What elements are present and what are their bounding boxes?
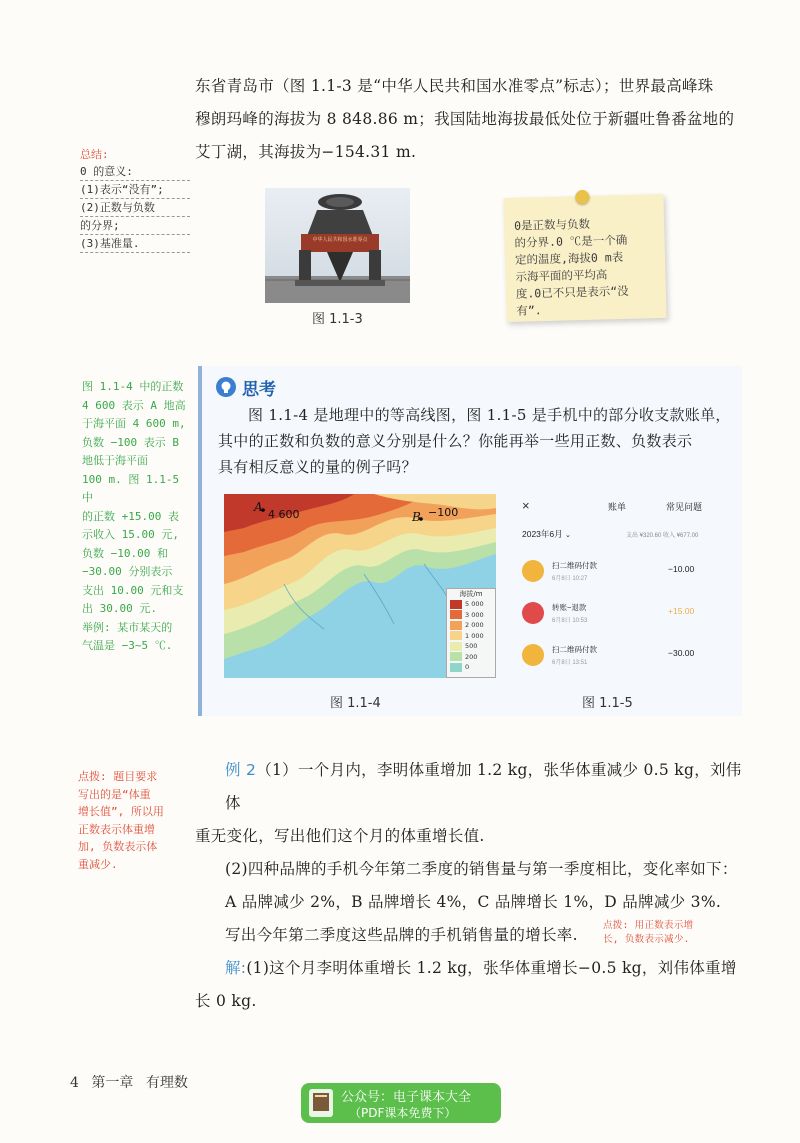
green-line: 地低于海平面 [82, 454, 148, 467]
page-number: 4 [70, 1075, 79, 1091]
summary-line: 0 的意义: [80, 163, 190, 181]
entry-name: 转账−退款 [552, 603, 587, 612]
pin-icon [575, 190, 589, 204]
red-line: 点拨: 题目要求 [78, 770, 158, 783]
example-line: A 品牌减少 2%，B 品牌增长 4%，C 品牌增长 1%，D 品牌减少 3%. [225, 893, 722, 911]
paragraph-line: 东省青岛市（图 1.1-3 是“中华人民共和国水准零点”标志）；世界最高峰珠 [195, 77, 714, 95]
payment-icon [522, 560, 544, 582]
think-line: 具有相反意义的量的例子吗？ [218, 458, 417, 476]
green-line: 100 m. 图 1.1-5 中 [82, 472, 180, 504]
entry-name: 扫二维码付款 [552, 645, 597, 654]
lightbulb-icon [216, 377, 236, 397]
summary-line: (2)正数与负数 [80, 199, 190, 217]
legend-value: 200 [465, 652, 478, 661]
paragraph-line: 穆朗玛峰的海拔为 8 848.86 m；我国陆地海拔最低处位于新疆吐鲁番盆地的 [195, 110, 735, 128]
example-text: 写出今年第二季度这些品牌的手机销售量的增长率. [225, 926, 578, 944]
chapter-label: 第一章 [91, 1075, 134, 1091]
green-line: 支出 10.00 元和支 [82, 583, 184, 597]
example-2 [195, 754, 755, 1018]
map-legend [446, 588, 496, 678]
chapter-title: 有理数 [145, 1075, 188, 1091]
entry-name: 扫二维码付款 [552, 561, 597, 570]
red-line: 写出的是“体重 [78, 787, 151, 801]
example-line: (2)四种品牌的手机今年第二季度的销售量与第一季度相比，变化率如下： [225, 860, 738, 878]
legend-row [447, 620, 495, 631]
fig-1-1-4-caption: 图 1.1-4 [330, 696, 381, 711]
faq-link[interactable]: 常见问题 [666, 502, 703, 512]
entry-time: 6月8日 13:51 [552, 660, 588, 666]
green-line: 举例: 某市某天的 [82, 620, 173, 634]
entry-time: 6月8日 10:27 [552, 576, 588, 582]
red-line: 增长值”, 所以用 [78, 805, 164, 818]
legend-swatch [450, 663, 462, 672]
example-text: （1）一个月内，李明体重增加 1.2 kg，张华体重减少 0.5 kg，刘伟体 [225, 761, 742, 812]
legend-row [447, 631, 495, 642]
legend-swatch [450, 631, 462, 640]
solution-line: 长 0 kg. [195, 992, 257, 1010]
example-line: 重无变化，写出他们这个月的体重增长值. [195, 827, 485, 845]
month-label: 2023年6月 [522, 529, 563, 539]
payment-icon [522, 644, 544, 666]
green-line: 于海平面 4 600 m, [82, 417, 186, 430]
entry-time: 6月8日 10:53 [552, 618, 588, 624]
green-line: 出 30.00 元. [82, 602, 157, 615]
solution-text: (1)这个月李明体重增长 1.2 kg，张华体重增长−0.5 kg，刘伟体重增 [246, 959, 737, 977]
monument-photo [265, 188, 410, 303]
summary-line: (3)基准量. [80, 235, 190, 253]
fig-1-1-3-caption: 图 1.1-3 [312, 312, 363, 327]
book-icon [309, 1089, 333, 1117]
map-value-a: 4 600 [268, 508, 300, 521]
summary-line: 的分界; [80, 217, 190, 235]
think-line: 图 1.1-4 是地理中的等高线图，图 1.1-5 是手机中的部分收支款账单， [248, 406, 731, 424]
example-line [195, 919, 755, 952]
example-label: 例 2 [225, 761, 257, 779]
legend-row [447, 610, 495, 621]
map-label-a: A [254, 500, 263, 514]
entry-amount: −30.00 [668, 648, 695, 658]
green-line: 示收入 15.00 元, [82, 528, 179, 541]
page-footer [70, 1072, 188, 1092]
contour-map [224, 494, 496, 678]
bill-title: 账单 [608, 502, 627, 512]
sticky-line: 有”. [516, 303, 542, 318]
red-line: 正数表示体重增 [78, 822, 155, 836]
inline-note-line: 点拨: 用正数表示增 [603, 920, 694, 931]
think-title: 思考 [242, 380, 276, 400]
green-line: 负数 −10.00 和 [82, 546, 168, 560]
green-note [82, 378, 194, 656]
legend-swatch [450, 652, 462, 661]
entry-amount: −10.00 [668, 564, 695, 574]
legend-value: 2 000 [465, 621, 484, 630]
legend-swatch [450, 642, 462, 651]
top-paragraph [195, 70, 755, 169]
red-line: 加, 负数表示体 [78, 840, 158, 853]
legend-value: 1 000 [465, 631, 484, 640]
legend-title: 海拔/m [459, 590, 483, 598]
think-box [198, 366, 742, 716]
bill-summary: 支出 ¥320.60 收入 ¥677.00 [626, 533, 699, 539]
legend-value: 0 [465, 663, 470, 672]
solution-label: 解: [225, 959, 247, 977]
legend-swatch [450, 621, 462, 630]
legend-swatch [450, 600, 462, 609]
legend-value: 3 000 [465, 610, 484, 619]
sticky-line: 度.0已不只是表示“没 [515, 283, 629, 301]
transfer-icon [522, 602, 544, 624]
bill-entry[interactable] [516, 598, 716, 636]
sticky-line: 的分界.0 ℃是一个确 [514, 232, 628, 250]
legend-swatch [450, 610, 462, 619]
entry-amount: +15.00 [668, 606, 695, 616]
example-line [195, 754, 755, 820]
green-line: 气温是 −3~5 ℃. [82, 639, 173, 652]
sticky-line: 示海平面的平均高 [515, 267, 608, 284]
monument-plaque: 中华人民共和国水准零点 [312, 237, 368, 243]
green-line: 的正数 +15.00 表 [82, 509, 179, 523]
green-line: 负数 −100 表示 B [82, 435, 179, 449]
chevron-down-icon: ⌄ [565, 532, 571, 539]
legend-value: 5 000 [465, 600, 484, 609]
watermark-line: （PDF课本免费下） [349, 1106, 457, 1120]
inline-note-line: 长, 负数表示减少. [603, 934, 690, 945]
bill-entry[interactable] [516, 556, 716, 594]
watermark-line: 公众号：电子课本大全 [341, 1090, 472, 1105]
legend-value: 500 [465, 642, 478, 651]
summary-line: (1)表示“没有”; [80, 181, 190, 199]
legend-row [447, 641, 495, 652]
month-selector[interactable] [522, 528, 571, 540]
green-line: −30.00 分别表示 [82, 565, 173, 578]
close-icon[interactable]: × [522, 498, 530, 513]
summary-note [80, 146, 190, 253]
green-line: 图 1.1-4 中的正数 [82, 380, 184, 393]
sticky-line: 0是正数与负数 [513, 216, 591, 233]
map-label-b: B [412, 510, 421, 524]
paragraph-line: 艾丁湖，其海拔为−154.31 m. [195, 143, 417, 161]
think-line: 其中的正数和负数的意义分别是什么？你能再举一些用正数、负数表示 [218, 432, 693, 450]
solution-line [195, 952, 755, 985]
bill-entry[interactable] [516, 640, 716, 678]
watermark-badge [301, 1083, 501, 1123]
summary-title: 总结: [80, 148, 109, 161]
legend-row [447, 662, 495, 673]
phone-bill [516, 494, 716, 684]
fig-1-1-5-caption: 图 1.1-5 [582, 696, 633, 711]
legend-row [447, 599, 495, 610]
inline-note [603, 919, 763, 947]
green-line: 4 600 表示 A 地高 [82, 398, 186, 412]
sticky-note [503, 194, 666, 322]
map-value-b: −100 [428, 506, 459, 519]
legend-row [447, 652, 495, 663]
red-line: 重减少. [78, 857, 118, 871]
sticky-line: 定的温度,海拔0 m表 [514, 250, 624, 267]
red-note [78, 768, 188, 873]
